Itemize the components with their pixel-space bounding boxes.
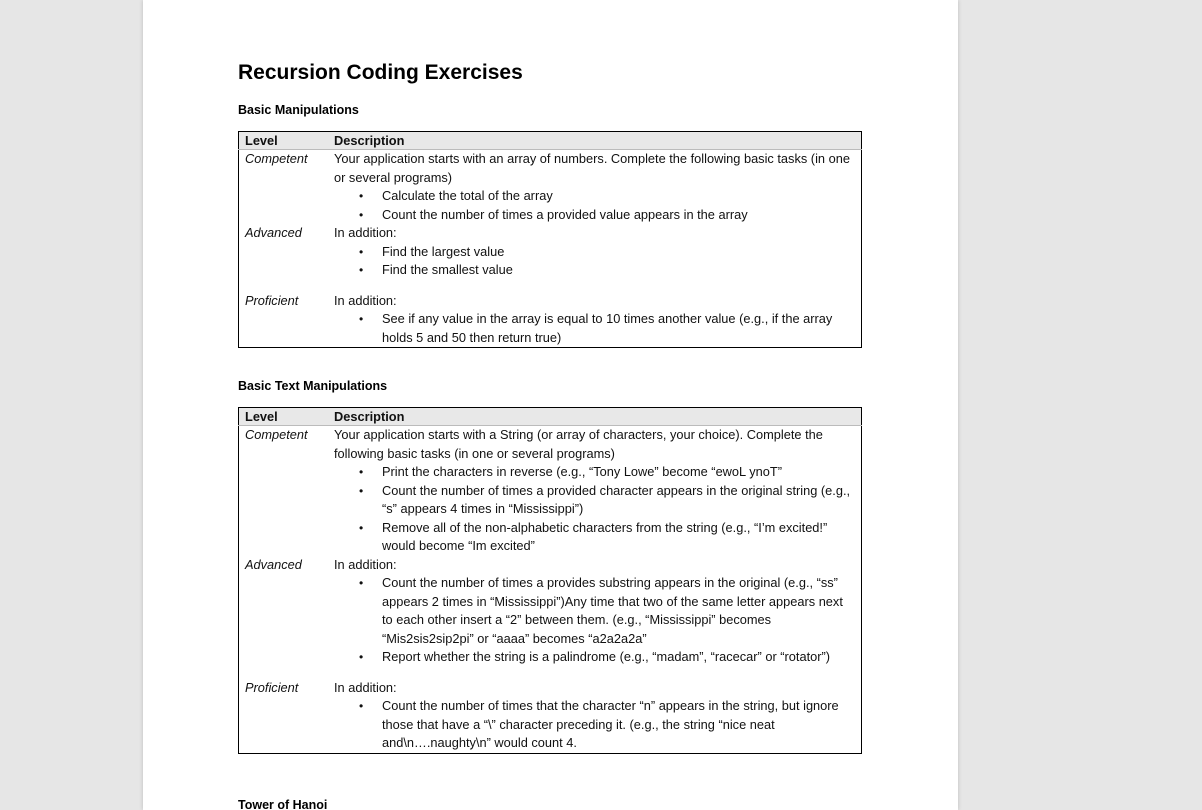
description-cell <box>328 679 862 754</box>
table-header-row <box>239 408 862 426</box>
table-row <box>239 224 862 280</box>
column-header-level: Level <box>239 408 329 426</box>
task-list <box>334 310 855 347</box>
task-list <box>334 243 855 280</box>
task-item: • Calculate the total of the array <box>382 187 855 206</box>
description-intro: In addition: <box>334 556 397 572</box>
level-cell: Advanced <box>245 225 302 240</box>
table-row <box>239 292 862 348</box>
task-item: • Remove all of the non-alphabetic characters from the string (e.g., “I’m excited!” would become “Im excited” <box>382 519 855 556</box>
table-row <box>239 679 862 754</box>
task-item: • Print the characters in reverse (e.g., “Tony Lowe” become “ewoL ynoT” <box>382 463 855 482</box>
exercise-table-basic-text-manipulations <box>238 407 862 754</box>
description-intro: In addition: <box>334 292 397 308</box>
spacer-row <box>239 280 862 292</box>
task-list <box>334 463 855 556</box>
description-cell <box>328 224 862 280</box>
description-cell <box>328 150 862 225</box>
section-heading-tower-of-hanoi: Tower of Hanoi <box>238 798 328 810</box>
level-cell: Competent <box>245 151 308 166</box>
level-cell: Advanced <box>245 556 302 572</box>
column-header-description: Description <box>328 132 862 150</box>
task-item: • Count the number of times that the character “n” appears in the string, but ignore those that have a “\” character preceding it. (e.g., the string “nice neat and\n….naughty\n” would count 4. <box>382 697 855 753</box>
task-item: • See if any value in the array is equal to 10 times another value (e.g., if the array holds 5 and 50 then return true) <box>382 310 855 347</box>
description-intro: Your application starts with an array of numbers. Complete the following basic tasks (in one or several programs) <box>334 151 850 185</box>
task-item: • Find the largest value <box>382 243 855 262</box>
spacer-row <box>239 667 862 679</box>
column-header-level: Level <box>239 132 329 150</box>
description-intro: In addition: <box>334 225 397 240</box>
task-list <box>334 574 855 667</box>
level-cell: Proficient <box>245 679 299 695</box>
task-list <box>334 187 855 224</box>
description-intro: In addition: <box>334 679 397 695</box>
task-item: • Report whether the string is a palindrome (e.g., “madam”, “racecar” or “rotator”) <box>382 648 855 667</box>
task-item: • Count the number of times a provided character appears in the original string (e.g., “s” appears 4 times in “Mississippi”) <box>382 482 855 519</box>
level-cell: Proficient <box>245 292 299 308</box>
section-heading-basic-manipulations: Basic Manipulations <box>238 103 359 117</box>
column-header-description: Description <box>328 408 862 426</box>
exercise-table-basic-manipulations <box>238 131 862 348</box>
description-cell <box>328 556 862 667</box>
document-title: Recursion Coding Exercises <box>238 61 523 84</box>
task-list <box>334 697 855 753</box>
table-row <box>239 426 862 556</box>
table-row <box>239 150 862 225</box>
task-item: • Count the number of times a provides substring appears in the original (e.g., “ss” appears 2 times in “Mississippi”)Any time that two of the same letter appears next to each other insert a “2” between them. (e.g., “Mississippi” becomes “Mis2sis2sip2pi” or “aaaa” becomes “a2a2a2a” <box>382 574 855 648</box>
description-cell <box>328 292 862 348</box>
table-row <box>239 556 862 667</box>
description-intro: Your application starts with a String (or array of characters, your choice). Complete the following basic tasks (in one or several programs) <box>334 427 823 461</box>
document-page <box>143 0 958 810</box>
description-cell <box>328 426 862 556</box>
table-header-row <box>239 132 862 150</box>
level-cell: Competent <box>245 427 308 442</box>
task-item: • Count the number of times a provided value appears in the array <box>382 206 855 225</box>
task-item: • Find the smallest value <box>382 261 855 280</box>
section-heading-basic-text-manipulations: Basic Text Manipulations <box>238 379 388 393</box>
